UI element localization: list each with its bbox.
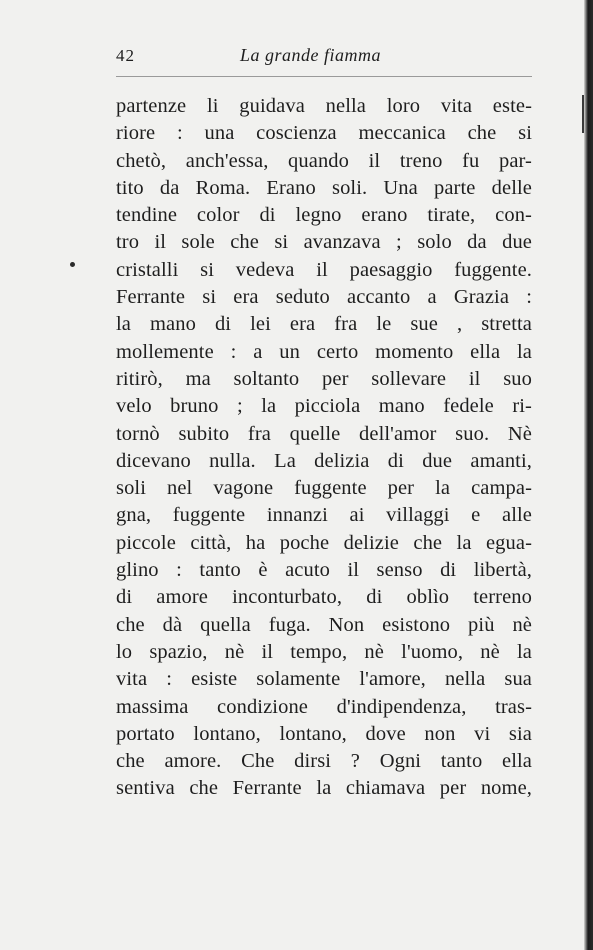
text-line: Ferrante si era seduto accanto a Grazia : xyxy=(116,286,532,309)
text-line: che dà quella fuga. Non esistono più nè xyxy=(116,613,532,636)
scan-speck xyxy=(70,262,75,267)
text-line: la mano di lei era fra le sue , stretta xyxy=(116,313,532,336)
text-line: partenze li guidava nella loro vita este- xyxy=(116,95,532,117)
text-line: lo spazio, nè il tempo, nè l'uomo, nè la xyxy=(116,640,532,663)
text-line: gna, fuggente innanzi ai villaggi e alle xyxy=(116,504,532,527)
text-line: riore : una coscienza meccanica che si xyxy=(116,122,532,145)
text-line: tito da Roma. Erano soli. Una parte delle xyxy=(116,176,532,199)
text-line: tro il sole che si avanzava ; solo da due xyxy=(116,231,532,254)
text-line: ritirò, ma soltanto per sollevare il suo xyxy=(116,367,532,390)
running-title: La grande fiamma xyxy=(240,45,382,65)
text-line: vita : esiste solamente l'amore, nella sua xyxy=(116,668,532,691)
text-line: glino : tanto è acuto il senso di libertà, xyxy=(116,559,532,582)
text-line: dicevano nulla. La delizia di due amanti, xyxy=(116,449,532,472)
text-line: sentiva che Ferrante la chiamava per nome, xyxy=(116,777,532,800)
header-rule xyxy=(116,76,532,77)
book-spine-edge xyxy=(584,0,593,950)
text-line: velo bruno ; la picciola mano fedele ri- xyxy=(116,395,532,418)
text-line: piccole città, ha poche delizie che la egua- xyxy=(116,531,532,554)
text-line: soli nel vagone fuggente per la campa- xyxy=(116,477,532,500)
text-line: massima condizione d'indipendenza, tras- xyxy=(116,695,532,718)
text-line: chetò, anch'essa, quando il treno fu par- xyxy=(116,149,532,172)
text-line: tornò subito fra quelle dell'amor suo. Nè xyxy=(116,422,532,445)
text-line: cristalli si vedeva il paesaggio fuggente. xyxy=(116,258,532,281)
text-line: mollemente : a un certo momento ella la xyxy=(116,340,532,363)
text-line: tendine color di legno erano tirate, con- xyxy=(116,204,532,227)
text-line: portato lontano, lontano, dove non vi sia xyxy=(116,722,532,745)
page-number: 42 xyxy=(116,46,135,65)
text-line: che amore. Che dirsi ? Ogni tanto ella xyxy=(116,750,532,773)
text-line: di amore inconturbato, di oblìo terreno xyxy=(116,586,532,609)
body-text xyxy=(116,93,532,803)
